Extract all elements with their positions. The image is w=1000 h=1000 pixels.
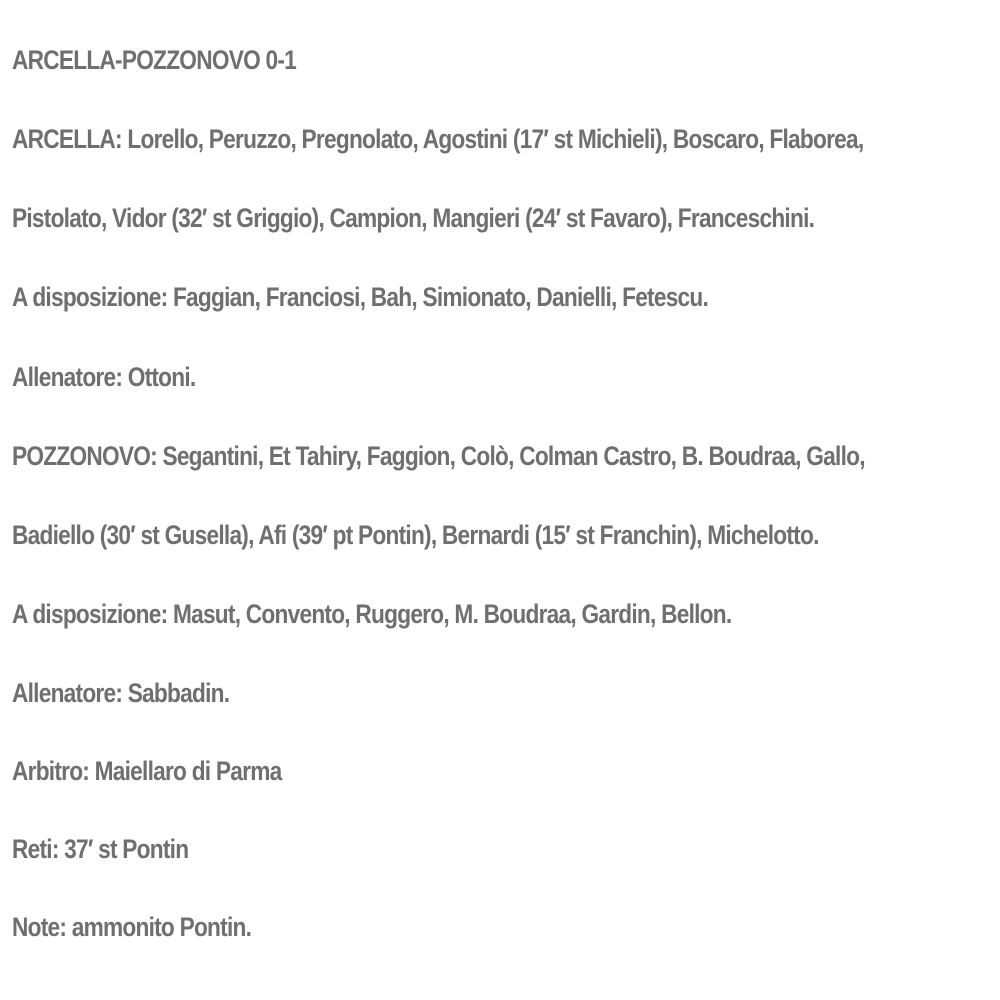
home-coach: Allenatore: Ottoni. bbox=[12, 362, 196, 392]
away-coach: Allenatore: Sabbadin. bbox=[12, 678, 230, 708]
referee: Arbitro: Maiellaro di Parma bbox=[12, 756, 282, 786]
match-title: ARCELLA-POZZONOVO 0-1 bbox=[12, 45, 297, 75]
home-bench: A disposizione: Faggian, Franciosi, Bah, Simionato, Danielli, Fetescu. bbox=[12, 282, 709, 312]
notes: Note: ammonito Pontin. bbox=[12, 912, 252, 942]
home-lineup-line-1: ARCELLA: Lorello, Peruzzo, Pregnolato, Agostini (17′ st Michieli), Boscaro, Flaborea, bbox=[12, 124, 864, 154]
away-lineup-line-2: Badiello (30′ st Gusella), Afi (39′ pt Pontin), Bernardi (15′ st Franchin), Michelotto. bbox=[12, 520, 819, 550]
home-lineup-line-2: Pistolato, Vidor (32′ st Griggio), Campion, Mangieri (24′ st Favaro), Franceschini. bbox=[12, 203, 815, 233]
away-bench: A disposizione: Masut, Convento, Ruggero, M. Boudraa, Gardin, Bellon. bbox=[12, 599, 732, 629]
goals: Reti: 37′ st Pontin bbox=[12, 834, 189, 864]
away-lineup-line-1: POZZONOVO: Segantini, Et Tahiry, Faggion, Colò, Colman Castro, B. Boudraa, Gallo, bbox=[12, 441, 865, 471]
